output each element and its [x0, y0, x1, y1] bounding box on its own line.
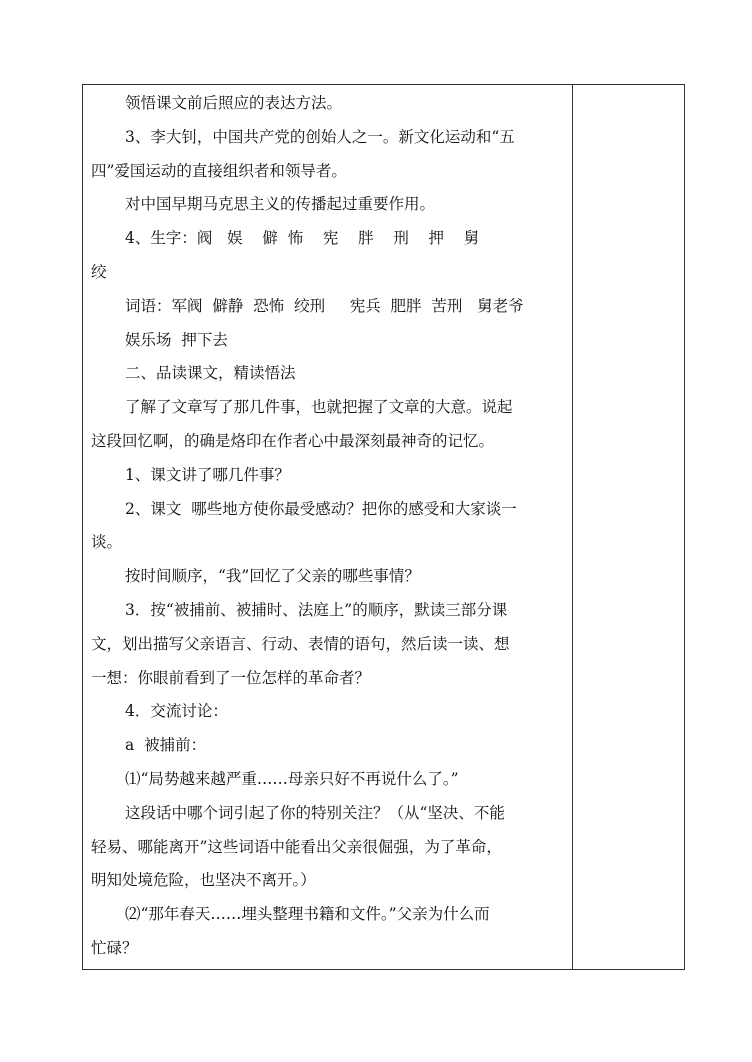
text-line: 1、课文讲了哪几件事？ [125, 465, 290, 484]
notes-column [573, 85, 684, 969]
section-heading: 二、品读课文，精读悟法 [125, 364, 296, 383]
text-line: 这段话中哪个词引起了你的特别关注？（从“坚决、不能 [125, 803, 505, 822]
main-column [83, 85, 573, 969]
text-line: 一想：你眼前看到了一位怎样的革命者？ [91, 668, 371, 687]
text-line: 这段回忆啊，的确是烙印在作者心中最深刻最神奇的记忆。 [91, 431, 495, 450]
text-line: 对中国早期马克思主义的传播起过重要作用。 [125, 195, 436, 214]
text-line: 了解了文章写了那几件事，也就把握了文章的大意。说起 [125, 398, 513, 417]
text-line: 词语：军阀 僻静 恐怖 绞刑 宪兵 肥胖 苦刑 舅老爷 [125, 296, 524, 315]
text-line: 文，划出描写父亲语言、行动、表情的语句，然后读一读、想 [91, 634, 510, 653]
text-line: 绞 [91, 262, 107, 281]
text-line: 4、生字：阀 娱 僻 怖 宪 胖 刑 押 舅 [125, 229, 480, 248]
text-line: 四”爱国运动的直接组织者和领导者。 [91, 161, 347, 180]
text-line: a 被捕前： [125, 736, 207, 755]
text-line: ⑵“那年春天……埋头整理书籍和文件。”父亲为什么而 [125, 905, 490, 924]
text-line: 3、李大钊，中国共产党的创始人之一。新文化运动和“五 [125, 127, 515, 146]
text-line: 按时间顺序，“我”回忆了父亲的哪些事情？ [125, 567, 420, 586]
text-line: 娱乐场 押下去 [125, 330, 228, 349]
text-line: 4．交流讨论： [125, 702, 228, 721]
text-line: 轻易、哪能离开”这些词语中能看出父亲很倔强，为了革命， [91, 837, 502, 856]
text-line: 明知处境危险，也坚决不离开。） [91, 871, 316, 890]
text-line: 谈。 [91, 533, 123, 552]
text-line: 2、课文 哪些地方使你最受感动？把你的感受和大家谈一 [125, 499, 517, 518]
lesson-content [91, 87, 571, 966]
text-line: 3．按“被捕前、被捕时、法庭上”的顺序，默读三部分课 [125, 600, 508, 619]
text-line: ⑴“局势越来越严重……母亲只好不再说什么了。” [125, 769, 459, 788]
text-line: 领悟课文前后照应的表达方法。 [125, 94, 343, 112]
text-line: 忙碌？ [91, 938, 138, 957]
document-table [82, 84, 685, 970]
